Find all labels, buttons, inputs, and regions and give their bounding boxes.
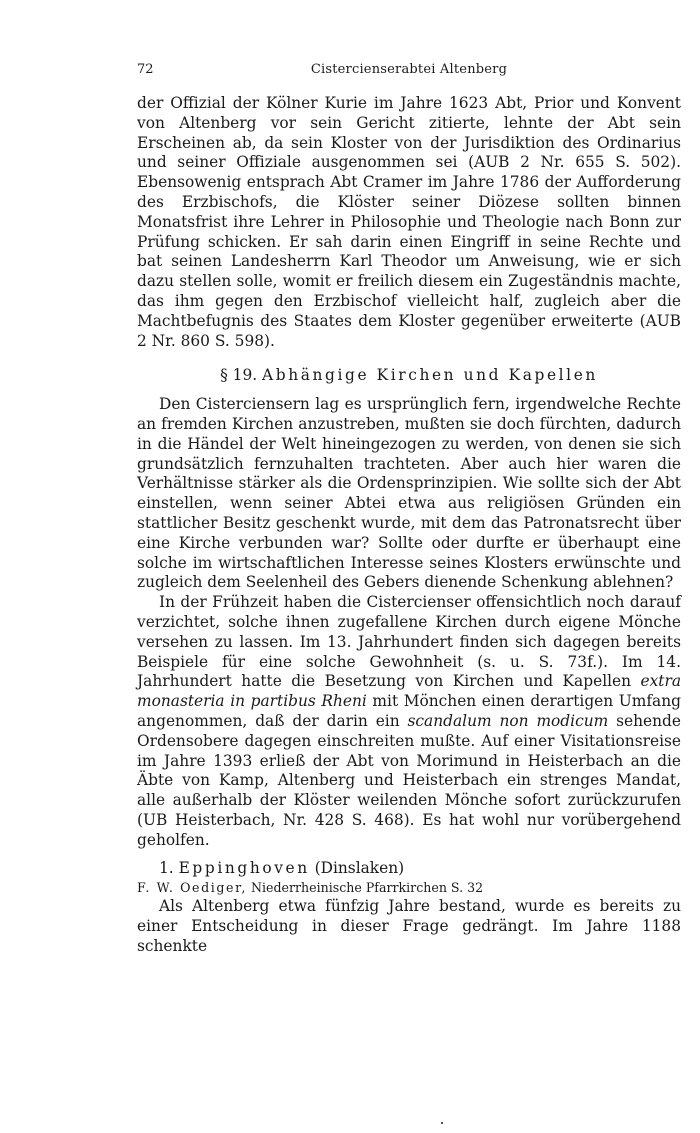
paragraph-continued: der Offizial der Kölner Kurie im Jahre 1623 Abt, Prior und Konvent von Altenberg vor sein Gericht zitierte, lehnte der Abt sein Erscheinen ab, da sein Kloster von der Jurisdiktion des Ordinarius und seiner Offiziale ausgenommen sei (AUB 2 Nr. 655 S. 502). Ebensowenig entsprach Abt Cramer im Jahre 1786 der Aufforderung des Erzbischofs, die Klöster seiner Diözese sollten binnen Monatsfrist ihre Lehrer in Philosophie und Theologie nach Bonn zur Prüfung schicken. Er sah darin einen Eingriff in seine Rechte und bat seinen Landesherrn Karl Theodor um Anweisung, wie er sich dazu stellen solle, womit er freilich diesem ein Zugeständnis machte, das ihm gegen den Erzbischof vielleicht half, zugleich aber die Machtbefugnis des Staates dem Kloster gegenüber erweiterte (AUB 2 Nr. 860 S. 598). xyxy=(137,94,681,350)
bibliography-work: Niederrheinische Pfarrkirchen S. 32 xyxy=(250,880,484,896)
print-speck xyxy=(441,1122,443,1124)
paragraph xyxy=(137,593,681,850)
subsection-place: (Dinslaken) xyxy=(314,859,405,878)
running-title: Cistercienserabtei Altenberg xyxy=(310,62,508,77)
page-number: 72 xyxy=(137,62,154,77)
subsection-heading xyxy=(137,859,681,879)
paragraph: Den Cisterciensern lag es ursprünglich fern, irgendwelche Rechte an fremden Kirchen anzustreben, mußten sie doch fürchten, dadurch in die Händel der Welt hineingezogen zu werden, von denen sie sich grundsätzlich fernzuhalten trachteten. Aber auch hier waren die Verhältnisse stärker als die Ordensprinzipien. Wie sollte sich der Abt einstellen, wenn seiner Abtei etwa aus religiösen Gründen ein stattlicher Besitz geschenkt wurde, mit dem das Patronatsrecht über eine Kirche verbunden war? Sollte oder durfte er überhaupt eine solche im wirtschaftlichen Interesse seines Klosters erwünschte und zugleich dem Seelenheil des Gebers dienende Schenkung ablehnen? xyxy=(137,395,681,592)
page-body xyxy=(137,94,681,957)
text-run: mit Mönchen einen derartigen Umfang angenommen, daß der darin ein xyxy=(137,692,681,730)
subsection-number: 1. xyxy=(159,859,174,878)
section-heading xyxy=(137,366,681,386)
text-run: In der Frühzeit haben die Cistercienser offensichtlich noch darauf verzichtet, solche ihnen zugefallene Kirchen durch eigene Mönche versehen zu lassen. Im 13. Jahrhundert finden sich dagegen bereits Beispiele für eine solche Gewohnheit (s. u. S. 73f.). Im 14. Jahrhundert hatte die Besetzung von Kirchen und Kapellen xyxy=(137,593,681,691)
subsection-title: Eppinghoven xyxy=(178,859,310,878)
section-title: Abhängige Kirchen und Kapellen xyxy=(262,366,598,385)
bibliography-line xyxy=(137,879,681,896)
latin-phrase: extra monasteria in partibus Rheni xyxy=(137,672,681,711)
text-run: sehende Ordensobere dagegen einschreiten mußte. Auf einer Visitationsreise im Jahre 1393 erließ der Abt von Morimund in Heisterbach an die Äbte von Kamp, Altenberg und Heisterbach ein strenges Mandat, alle außerhalb der Klöster weilenden Mönche sofort zurückzurufen (UB Heisterbach, Nr. 428 S. 468). Es hat wohl nur vorübergehend geholfen. xyxy=(137,711,682,849)
paragraph: Als Altenberg etwa fünfzig Jahre bestand, wurde es bereits zu einer Entscheidung in dieser Frage gedrängt. Im Jahre 1188 schenkte xyxy=(137,897,681,955)
latin-phrase: scandalum non modicum xyxy=(407,711,609,730)
book-page xyxy=(137,58,681,957)
section-number: § 19. xyxy=(220,366,258,385)
page-header xyxy=(137,58,681,80)
bibliography-author: F. W. Oediger, xyxy=(137,880,247,896)
